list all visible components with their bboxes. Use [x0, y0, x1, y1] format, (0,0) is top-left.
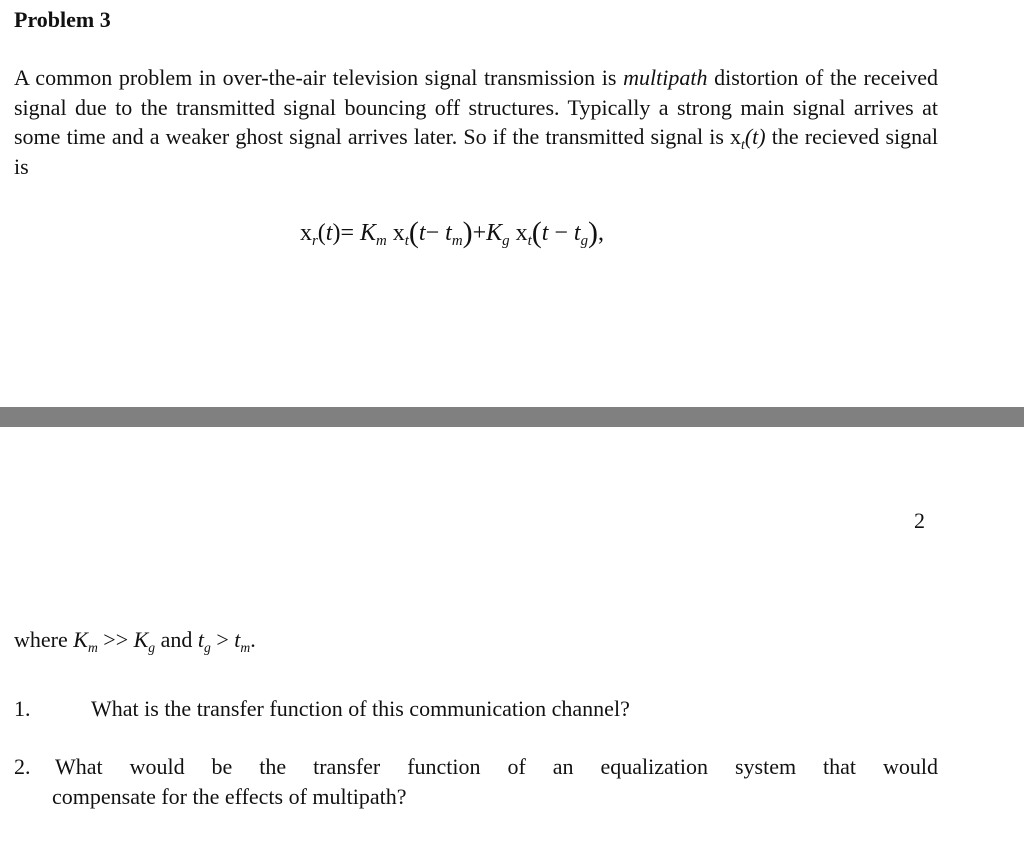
question-2: 2. What would be the transfer function of an equalization system that would compensate for the effects of multipath? — [14, 752, 938, 811]
intro-emphasis: multipath — [623, 65, 708, 90]
received-signal-equation: $x_r(t)= K_m$ $x_t(t- t_m)+K_g$ $x_t(t - t_g)$, — [300, 216, 605, 250]
question-text-line-2: compensate for the effects of multipath? — [52, 783, 407, 809]
page-number: 2 — [914, 508, 925, 533]
intro-text-1: A common problem in over-the-air television signal transmission is — [14, 65, 624, 90]
intro-text-3: the recieved signal is — [14, 124, 938, 179]
question-text: What is the transfer function of this communication channel? — [91, 696, 630, 721]
inline-signal: $x_t(t)$ — [730, 124, 766, 152]
problem-intro — [14, 63, 938, 181]
question-1 — [14, 694, 630, 724]
page-divider — [0, 407, 1024, 427]
question-number: 2. — [14, 754, 31, 779]
intro-text-2: distortion of the received signal due to the transmitted signal bouncing off structures. Typically a strong main signal arrives at some time and a weaker ghost signal arrives later. So if the transmitted signal is — [14, 65, 938, 149]
problem-title: Problem 3 — [14, 7, 111, 32]
where-condition: where $K_m >> K_g$ and $t_g > t_m$. — [14, 627, 256, 655]
question-number: 1. — [14, 696, 31, 721]
